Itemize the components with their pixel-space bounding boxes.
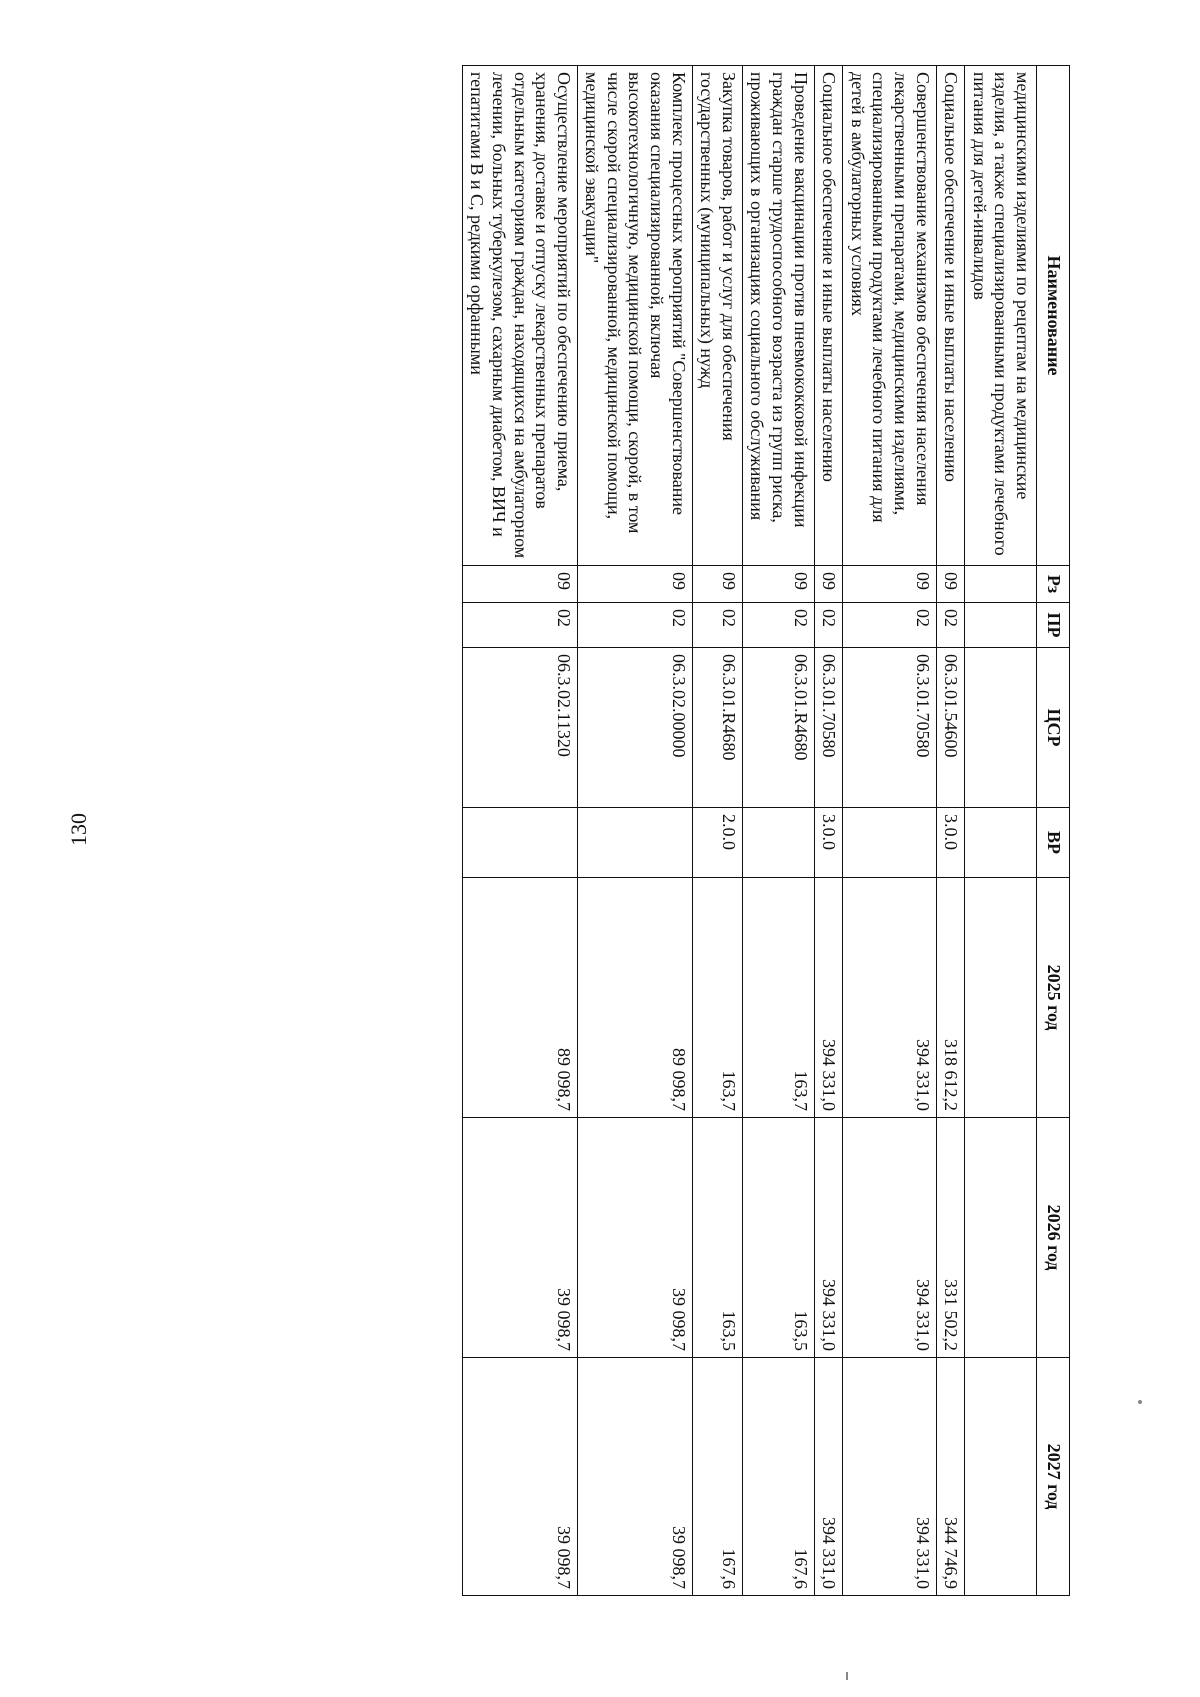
row-name: Социальное обеспечение и иные выплаты населению [814, 66, 843, 566]
budget-table-rotated [462, 65, 1070, 1595]
header-name: Наименование [1037, 66, 1070, 566]
row-2027: 167,6 [742, 1358, 814, 1596]
row-pr: 02 [577, 603, 692, 648]
header-2025: 2025 год [1037, 878, 1070, 1118]
row-2026: 163,5 [742, 1118, 814, 1358]
row-2025 [965, 878, 1037, 1118]
row-2026: 39 098,7 [577, 1118, 692, 1358]
page-number: 130 [66, 813, 91, 846]
row-rz: 09 [936, 566, 965, 603]
row-2025: 394 331,0 [814, 878, 843, 1118]
table-row [462, 66, 577, 1596]
row-name: Проведение вакцинации против пневмококковой инфекции граждан старше трудоспособного возраста из групп риска, проживающих в организациях социального обслуживания [742, 66, 814, 566]
row-rz: 09 [843, 566, 936, 603]
row-vr [843, 808, 936, 878]
row-name: Осуществление мероприятий по обеспечению приема, хранения, доставке и отпуску лекарственных препаратов отдельным категориям граждан, находящихся на амбулаторном лечении, больных туберкулезом, сахарным диабетом, ВИЧ и гепатитами B и C, редкими орфанными [462, 66, 577, 566]
table-header-row [1037, 66, 1070, 1596]
table-row [742, 66, 814, 1596]
row-vr: 3.0.0 [814, 808, 843, 878]
row-name: Совершенствование механизмов обеспечения населения лекарственными препаратами, медицинскими изделиями, специализированными продуктами лечебного питания для детей в амбулаторных условиях [843, 66, 936, 566]
table-row [936, 66, 965, 1596]
row-vr: 2.0.0 [692, 808, 742, 878]
header-pr: ПР [1037, 603, 1070, 648]
table-row [577, 66, 692, 1596]
row-2026: 394 331,0 [843, 1118, 936, 1358]
row-2027: 394 331,0 [843, 1358, 936, 1596]
table-row [965, 66, 1037, 1596]
row-2025: 318 612,2 [936, 878, 965, 1118]
row-2027 [965, 1358, 1037, 1596]
row-2026: 331 502,2 [936, 1118, 965, 1358]
row-2027: 167,6 [692, 1358, 742, 1596]
row-2026: 39 098,7 [462, 1118, 577, 1358]
header-rz: Рз [1037, 566, 1070, 603]
row-csr: 06.3.01.54600 [936, 648, 965, 808]
budget-table [462, 65, 1070, 1596]
row-name: Социальное обеспечение и иные выплаты населению [936, 66, 965, 566]
table-row [692, 66, 742, 1596]
header-csr: ЦСР [1037, 648, 1070, 808]
row-csr: 06.3.01.70580 [814, 648, 843, 808]
scan-speck [1138, 1400, 1142, 1404]
row-pr: 02 [843, 603, 936, 648]
row-pr [965, 603, 1037, 648]
row-vr: 3.0.0 [936, 808, 965, 878]
row-name: медицинскими изделиями по рецептам на медицинские изделия, а также специализированными продуктами лечебного питания для детей-инвалидов [965, 66, 1037, 566]
row-rz: 09 [692, 566, 742, 603]
row-2026 [965, 1118, 1037, 1358]
row-rz: 09 [814, 566, 843, 603]
row-2027: 394 331,0 [814, 1358, 843, 1596]
row-2025: 394 331,0 [843, 878, 936, 1118]
row-2026: 394 331,0 [814, 1118, 843, 1358]
row-name: Комплекс процессных мероприятий "Совершенствование оказания специализированной, включая высокотехнологичную, медицинской помощи, скорой, в том числе скорой специализированной, медицинской помощи, медицинской эвакуации" [577, 66, 692, 566]
row-csr [965, 648, 1037, 808]
row-2025: 163,7 [742, 878, 814, 1118]
row-pr: 02 [692, 603, 742, 648]
row-csr: 06.3.01.R4680 [692, 648, 742, 808]
row-2025: 163,7 [692, 878, 742, 1118]
row-pr: 02 [814, 603, 843, 648]
header-vr: ВР [1037, 808, 1070, 878]
row-csr: 06.3.02.11320 [462, 648, 577, 808]
row-csr: 06.3.01.R4680 [742, 648, 814, 808]
scan-speck [846, 1672, 848, 1680]
row-2027: 39 098,7 [462, 1358, 577, 1596]
row-2026: 163,5 [692, 1118, 742, 1358]
header-2027: 2027 год [1037, 1358, 1070, 1596]
row-csr: 06.3.02.00000 [577, 648, 692, 808]
row-2025: 89 098,7 [462, 878, 577, 1118]
row-pr: 02 [936, 603, 965, 648]
row-rz: 09 [742, 566, 814, 603]
table-row [843, 66, 936, 1596]
row-rz: 09 [577, 566, 692, 603]
table-row [814, 66, 843, 1596]
row-rz [965, 566, 1037, 603]
row-2025: 89 098,7 [577, 878, 692, 1118]
row-vr [742, 808, 814, 878]
row-2027: 344 746,9 [936, 1358, 965, 1596]
row-vr [965, 808, 1037, 878]
row-name: Закупка товаров, работ и услуг для обеспечения государственных (муниципальных) нужд [692, 66, 742, 566]
row-vr [577, 808, 692, 878]
row-2027: 39 098,7 [577, 1358, 692, 1596]
row-csr: 06.3.01.70580 [843, 648, 936, 808]
row-vr [462, 808, 577, 878]
row-rz: 09 [462, 566, 577, 603]
row-pr: 02 [742, 603, 814, 648]
header-2026: 2026 год [1037, 1118, 1070, 1358]
row-pr: 02 [462, 603, 577, 648]
